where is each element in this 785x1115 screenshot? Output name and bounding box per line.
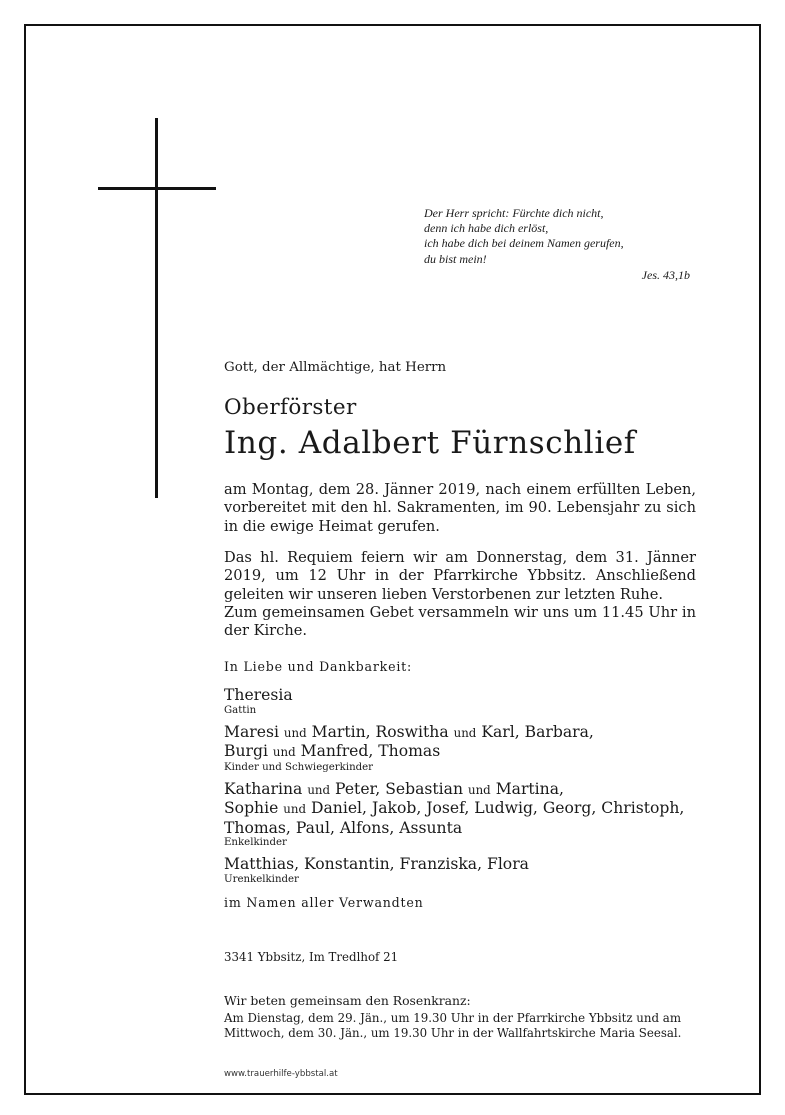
- quote-line: denn ich habe dich erlöst,: [424, 221, 549, 236]
- grandchildren-group: [224, 780, 704, 850]
- children-role: Kinder und Schwiegerkinder: [224, 761, 374, 773]
- children-line: Burgi und Manfred, Thomas: [224, 742, 441, 760]
- website-link[interactable]: www.trauerhilfe-ybbstal.at: [224, 1069, 338, 1079]
- grandchildren-line: Thomas, Paul, Alfons, Assunta: [224, 818, 463, 837]
- quote-reference: Jes. 43,1b: [641, 267, 690, 282]
- grandchildren-role: Enkelkinder: [224, 837, 287, 848]
- rosary-section: [224, 993, 704, 1042]
- widow-group: [224, 686, 704, 717]
- bible-quote: [424, 206, 694, 283]
- grandchildren-line: Katharina und Peter, Sebastian und Martina,: [224, 779, 564, 798]
- death-notice-paragraph: am Montag, dem 28. Jänner 2019, nach einem erfüllten Leben, vorbereitet mit den hl. Sakramenten, im 90. Lebensjahr zu sich in die ewige Heimat gerufen.: [224, 481, 696, 535]
- great-grandchildren-role: Urenkelkinder: [224, 873, 299, 885]
- children-line: Maresi und Martin, Roswitha und Karl, Barbara,: [224, 722, 594, 741]
- requiem-paragraph: Das hl. Requiem feiern wir am Donnerstag, dem 31. Jänner 2019, um 12 Uhr in der Pfarrkirche Ybbsitz. Anschließend geleiten wir unseren lieben Verstorbenen zur letzten Ruhe.: [224, 549, 696, 603]
- grandchildren-line: Sophie und Daniel, Jakob, Josef, Ludwig, Georg, Christoph,: [224, 799, 685, 817]
- intro-text: Gott, der Allmächtige, hat Herrn: [224, 360, 447, 375]
- rosary-line: Am Dienstag, dem 29. Jän., um 19.30 Uhr in der Pfarrkirche Ybbsitz und am: [224, 1010, 682, 1025]
- address: 3341 Ybbsitz, Im Tredlhof 21: [224, 950, 399, 964]
- survivors-list: [224, 686, 704, 892]
- quote-line: ich habe dich bei deinem Namen gerufen,: [424, 236, 624, 251]
- prayer-paragraph: Zum gemeinsamen Gebet versammeln wir uns um 11.45 Uhr in der Kirche.: [224, 604, 696, 640]
- relatives-text: im Namen aller Verwandten: [224, 895, 424, 910]
- quote-line: Der Herr spricht: Fürchte dich nicht,: [424, 206, 604, 220]
- cross-horizontal-bar: [98, 187, 216, 190]
- widow-role: Gattin: [224, 704, 257, 716]
- deceased-name: Ing. Adalbert Fürnschlief: [224, 425, 636, 461]
- children-group: [224, 723, 704, 774]
- widow-name: Theresia: [224, 686, 293, 704]
- quote-line: du bist mein!: [424, 251, 487, 266]
- great-grandchildren-group: [224, 855, 704, 886]
- cross-vertical-bar: [155, 118, 158, 498]
- rosary-heading: Wir beten gemeinsam den Rosenkranz:: [224, 993, 471, 1008]
- great-grandchildren-names: Matthias, Konstantin, Franziska, Flora: [224, 855, 529, 873]
- rosary-line: Mittwoch, dem 30. Jän., um 19.30 Uhr in der Wallfahrtskirche Maria Seesal.: [224, 1026, 682, 1041]
- deceased-title: Oberförster: [224, 395, 357, 420]
- gratitude-heading: In Liebe und Dankbarkeit:: [224, 659, 413, 674]
